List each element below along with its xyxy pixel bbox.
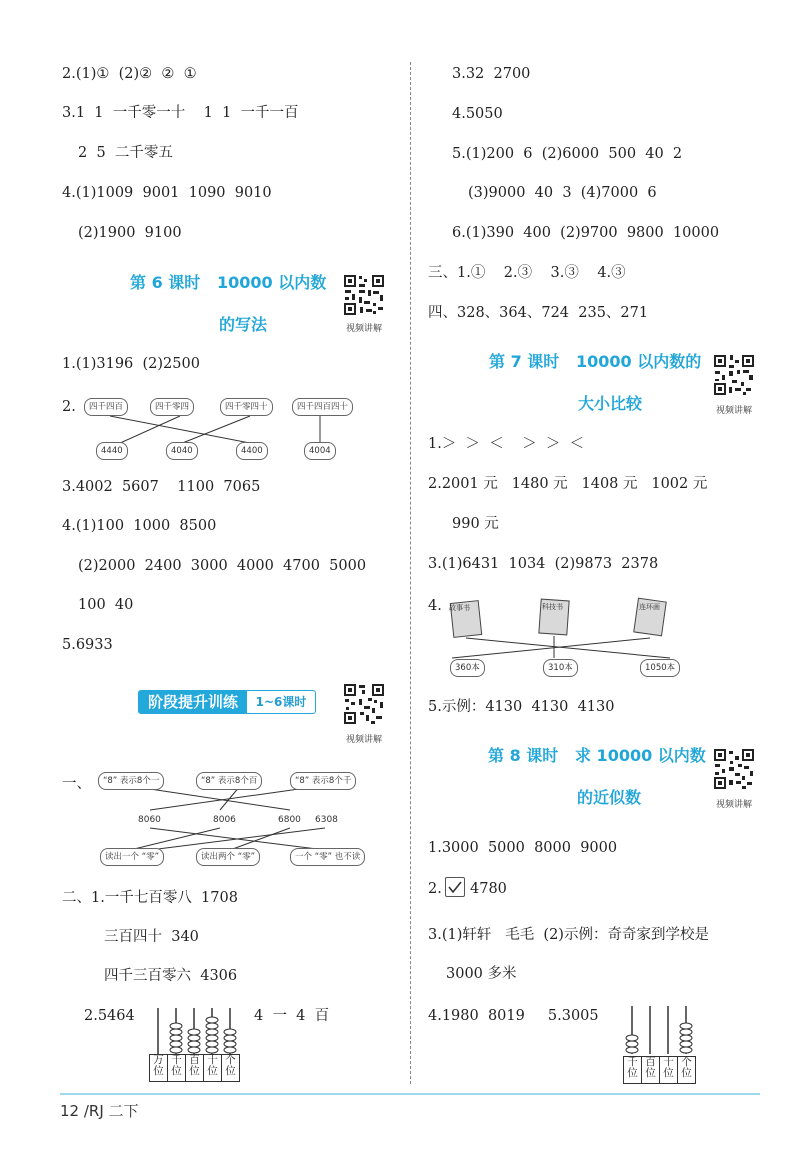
match-card: “8” 表示8个千 (290, 772, 356, 790)
answer-line: 5.6933 (62, 637, 113, 653)
answer-line: 2.5464 (84, 1008, 135, 1024)
abacus-figure (622, 1004, 698, 1056)
match-card: 四千四百四十 (292, 398, 353, 416)
match-card: 4440 (96, 442, 128, 460)
answer-line: (2)1900 9100 (78, 225, 182, 241)
match-card: “8” 表示8个一 (98, 772, 164, 790)
place-label: 百位 (641, 1056, 660, 1084)
match-card: 一个 “零” 也不读 (290, 848, 365, 866)
answer-line: 2 5 二千零五 (78, 145, 173, 161)
match-number: 6308 (315, 815, 338, 825)
answer-line: 四、328、364、724 235、271 (428, 305, 649, 321)
count-card: 1050本 (640, 659, 680, 677)
book-label: 故事书 (449, 604, 470, 612)
answer-line: 3.1 1 一千零一十 1 1 一千一百 (62, 105, 299, 121)
match-card: “8” 表示8个百 (196, 772, 262, 790)
answer-line: 5.(1)200 6 (2)6000 500 40 2 (452, 146, 683, 162)
answer-line: 1.3000 5000 8000 9000 (428, 840, 618, 856)
place-label: 十位 (203, 1054, 222, 1082)
answer-line: 3.(1)6431 1034 (2)9873 2378 (428, 556, 659, 572)
qr-caption: 视频讲解 (715, 800, 752, 810)
answer-line: 三、1.① 2.③ 3.③ 4.③ (428, 265, 626, 281)
answer-line: 1.(1)3196 (2)2500 (62, 356, 200, 372)
place-label: 百位 (185, 1054, 204, 1082)
match-card: 4040 (166, 442, 198, 460)
answer-line: 4 一 4 百 (254, 1008, 330, 1024)
answer-line: 三百四十 340 (104, 929, 199, 945)
answer-line: 3.(1)轩轩 毛毛 (2)示例：奇奇家到学校是 (428, 927, 709, 943)
answer-number: 4. (428, 598, 442, 614)
match-number: 8006 (213, 815, 236, 825)
place-label: 万位 (149, 1054, 168, 1082)
abacus-figure (148, 1006, 244, 1056)
place-label: 个位 (677, 1056, 696, 1084)
answer-line: 6.(1)390 400 (2)9700 9800 10000 (452, 225, 720, 241)
answer-line: 1.＞ ＞ ＜ ＞ ＞ ＜ (428, 436, 585, 452)
place-label: 十位 (659, 1056, 678, 1084)
answer-number: 2. (62, 399, 76, 415)
match-card: 读出一个 “零” (100, 848, 164, 866)
qr-caption: 视频讲解 (345, 324, 382, 334)
answer-line: (3)9000 40 3 (4)7000 6 (468, 185, 657, 201)
match-card: 四千四百 (84, 398, 128, 416)
answer-line: 3.32 2700 (452, 66, 531, 82)
section-title: 的写法 (219, 315, 268, 334)
section-title: 的近似数 (577, 788, 642, 807)
answer-line: 5.示例：4130 4130 4130 (428, 699, 615, 715)
page-footer: 12 /RJ 二下 (60, 1102, 139, 1120)
book-label: 科技书 (542, 603, 563, 611)
qr-caption: 视频讲解 (345, 735, 382, 745)
match-card: 4004 (304, 442, 336, 460)
qr-code-icon[interactable] (342, 273, 386, 317)
place-label: 个位 (221, 1054, 240, 1082)
check-icon (446, 878, 464, 896)
answer-line: 2.2001 元 1480 元 1408 元 1002 元 (428, 476, 708, 492)
section-title: 大小比较 (578, 394, 643, 413)
section-title: 第 6 课时 10000 以内数 (130, 273, 327, 292)
stage-training-banner (138, 690, 315, 716)
banner-main-label: 阶段提升训练 (138, 690, 248, 714)
answer-line: 2.(1)① (2)② ② ① (62, 66, 197, 82)
answer-number: 一、 (62, 776, 91, 792)
qr-code-icon[interactable] (342, 682, 386, 726)
answer-line: 4.1980 8019 5.3005 (428, 1008, 599, 1024)
count-card: 310本 (543, 659, 578, 677)
match-number: 6800 (278, 815, 301, 825)
answer-line: 四千三百零六 4306 (104, 968, 238, 984)
answer-line: 4.(1)100 1000 8500 (62, 518, 217, 534)
count-card: 360本 (450, 659, 485, 677)
checkbox-checked (445, 877, 465, 897)
match-card: 四千零四 (150, 398, 194, 416)
banner-sub-label: 1~6课时 (246, 690, 316, 714)
qr-caption: 视频讲解 (715, 406, 752, 416)
footer-rule (60, 1093, 760, 1095)
book-label: 连环画 (639, 603, 660, 611)
match-card: 4400 (236, 442, 268, 460)
answer-line: 3.4002 5607 1100 7065 (62, 479, 261, 495)
answer-number: 2. (428, 881, 442, 897)
qr-code-icon[interactable] (712, 747, 756, 791)
answer-line: 4780 (470, 881, 507, 897)
answer-line: 990 元 (452, 516, 499, 532)
answer-line: (2)2000 2400 3000 4000 4700 5000 (78, 558, 367, 574)
answer-line: 4.(1)1009 9001 1090 9010 (62, 185, 272, 201)
answer-line: 100 40 (78, 597, 134, 613)
answer-line: 二、1.一千七百零八 1708 (62, 890, 238, 906)
answer-line: 4.5050 (452, 106, 503, 122)
column-divider (410, 62, 411, 1084)
match-number: 8060 (138, 815, 161, 825)
qr-code-icon[interactable] (712, 353, 756, 397)
section-title: 第 8 课时 求 10000 以内数 (488, 746, 706, 765)
answer-line: 3000 多米 (446, 966, 517, 982)
section-title: 第 7 课时 10000 以内数的 (489, 352, 702, 371)
place-label: 千位 (623, 1056, 642, 1084)
match-card: 读出两个 “零” (196, 848, 260, 866)
match-card: 四千零四十 (220, 398, 273, 416)
place-label: 千位 (167, 1054, 186, 1082)
